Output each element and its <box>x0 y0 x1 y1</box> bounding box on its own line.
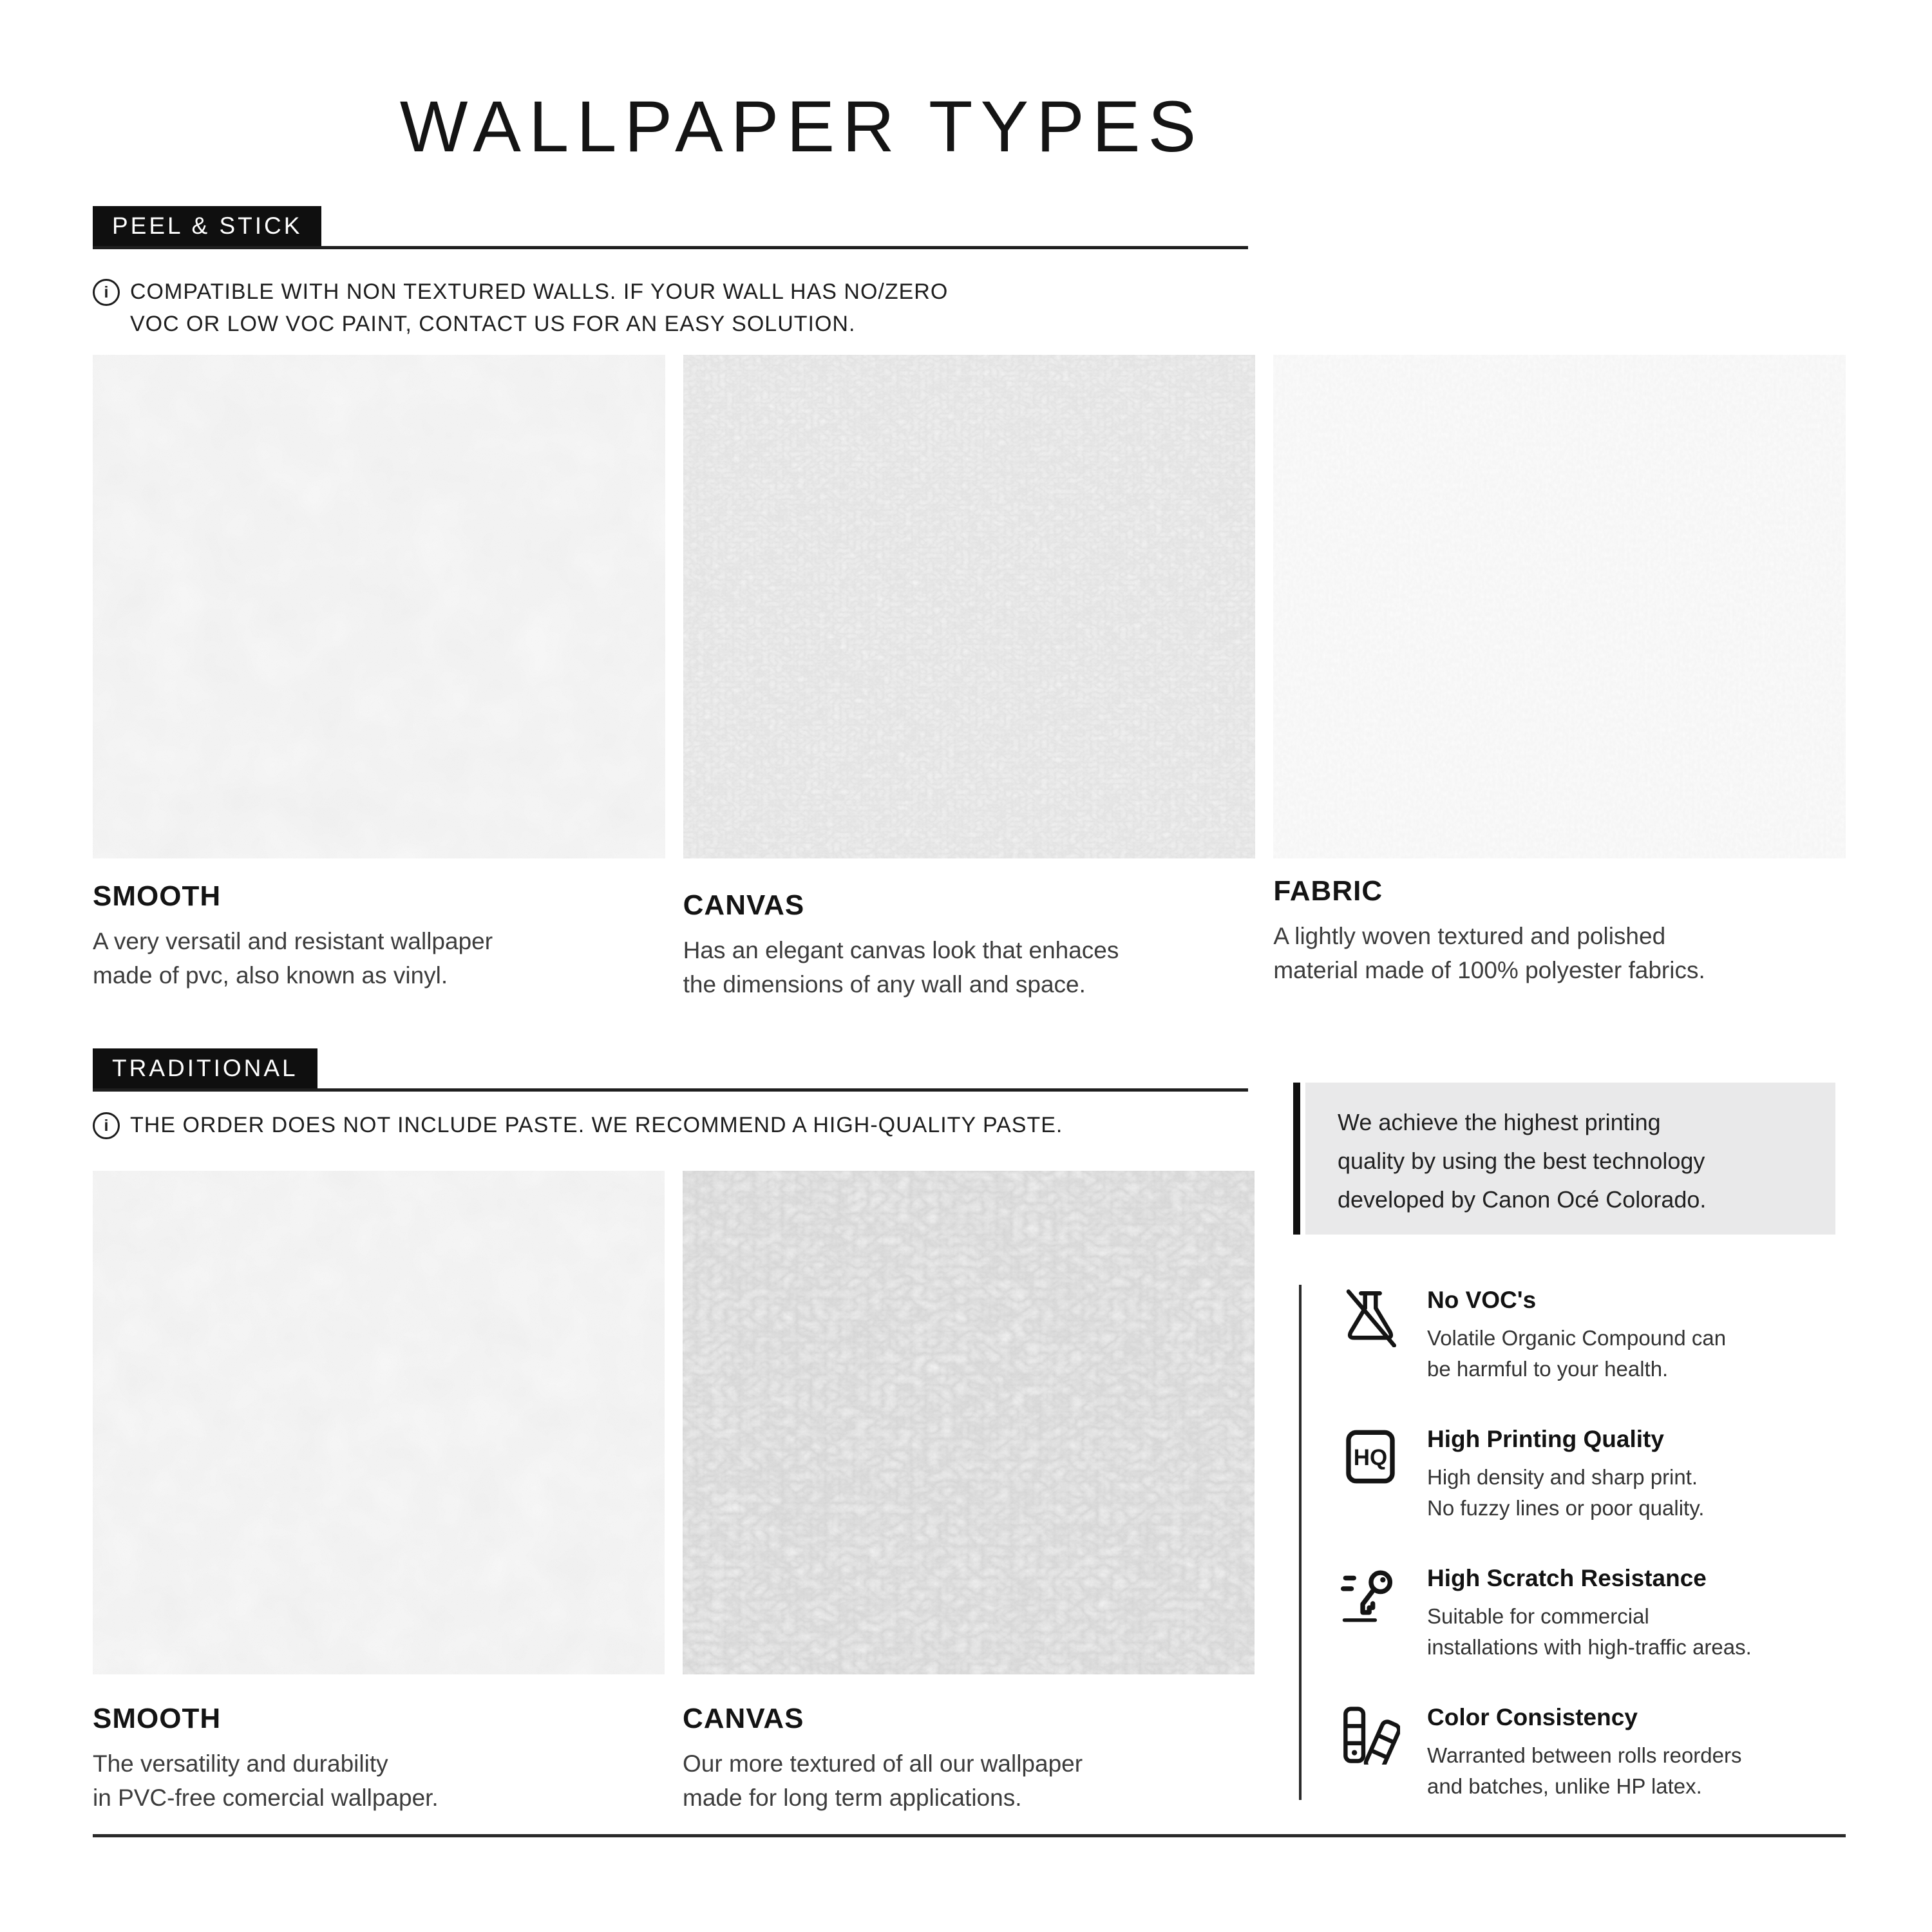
traditional-swatch-row <box>93 1171 1255 1815</box>
info-icon: i <box>93 1112 120 1139</box>
feature-title: No VOC's <box>1427 1287 1537 1313</box>
section-header-traditional <box>93 1048 1248 1092</box>
swatch-title: CANVAS <box>683 1703 804 1734</box>
feature-item-color-consistency <box>1341 1704 1850 1811</box>
key-scratch-icon <box>1341 1566 1400 1625</box>
swatch-title: SMOOTH <box>93 1703 222 1734</box>
swatch-title: FABRIC <box>1273 875 1383 907</box>
swatch-cell-smooth-traditional <box>93 1171 665 1815</box>
bottom-divider-line <box>93 1834 1846 1837</box>
canvas-texture-image <box>683 355 1256 858</box>
feature-item-no-voc <box>1341 1287 1850 1394</box>
no-voc-flask-icon <box>1341 1288 1400 1347</box>
color-swatches-icon <box>1341 1705 1400 1765</box>
swatch-description: Has an elegant canvas look that enhaces the dimensions of any wall and space. <box>683 937 1119 998</box>
note-line: VOC OR LOW VOC PAINT, CONTACT US FOR AN EASY SOLUTION. <box>130 312 856 336</box>
swatch-title: SMOOTH <box>93 880 222 912</box>
features-divider-line <box>1299 1285 1302 1800</box>
hq-badge-icon <box>1341 1427 1400 1486</box>
feature-text <box>1427 1704 1742 1802</box>
feature-text <box>1427 1565 1752 1663</box>
coarse-canvas-texture-image <box>683 1171 1255 1674</box>
smooth-texture-image <box>93 1171 665 1674</box>
feature-item-high-printing-quality <box>1341 1426 1850 1533</box>
features-list <box>1341 1287 1850 1843</box>
info-icon: i <box>93 279 120 306</box>
feature-title: High Scratch Resistance <box>1427 1565 1707 1591</box>
feature-description: Suitable for commercial installations with high-traffic areas. <box>1427 1604 1752 1659</box>
feature-description: Volatile Organic Compound can be harmful to your health. <box>1427 1326 1727 1381</box>
section-badge-peel-stick: PEEL & STICK <box>93 206 321 246</box>
swatch-caption <box>1273 875 1846 987</box>
swatch-title: CANVAS <box>683 889 805 921</box>
peel-stick-note-text <box>130 276 948 340</box>
fabric-texture-image <box>1273 355 1846 858</box>
peel-stick-note <box>93 276 948 340</box>
swatch-description: Our more textured of all our wallpaper made for long term applications. <box>683 1750 1083 1811</box>
feature-title: High Printing Quality <box>1427 1426 1664 1452</box>
feature-text <box>1427 1426 1704 1524</box>
smooth-texture-image <box>93 355 665 858</box>
traditional-note-text <box>130 1109 1063 1141</box>
swatch-caption <box>93 880 665 992</box>
note-line: THE ORDER DOES NOT INCLUDE PASTE. WE RECOMMEND A HIGH-QUALITY PASTE. <box>130 1113 1063 1137</box>
section-badge-traditional: TRADITIONAL <box>93 1048 317 1088</box>
feature-title: Color Consistency <box>1427 1704 1638 1730</box>
page-title: WALLPAPER TYPES <box>399 86 1204 167</box>
quality-box-accent-bar <box>1293 1083 1300 1235</box>
swatch-description: A lightly woven textured and polished material made of 100% polyester fabrics. <box>1273 923 1705 983</box>
peel-stick-swatch-row <box>93 355 1846 1001</box>
traditional-note <box>93 1109 1063 1141</box>
section-header-peel-stick <box>93 206 1248 249</box>
feature-text <box>1427 1287 1726 1385</box>
swatch-cell-canvas-traditional <box>683 1171 1255 1815</box>
swatch-cell-smooth <box>93 355 665 1001</box>
swatch-description: The versatility and durability in PVC-free comercial wallpaper. <box>93 1750 439 1811</box>
note-line: COMPATIBLE WITH NON TEXTURED WALLS. IF YOUR WALL HAS NO/ZERO <box>130 279 949 304</box>
swatch-description: A very versatil and resistant wallpaper made of pvc, also known as vinyl. <box>93 928 493 989</box>
feature-description: Warranted between rolls reorders and batches, unlike HP latex. <box>1427 1743 1742 1798</box>
swatch-caption <box>93 1703 665 1815</box>
swatch-caption <box>683 1703 1255 1815</box>
swatch-caption <box>683 889 1256 1001</box>
quality-note-text: We achieve the highest printing quality by using the best technology developed by Canon Océ Colorado. <box>1338 1109 1707 1213</box>
swatch-cell-canvas <box>683 355 1256 1001</box>
feature-item-scratch-resistance <box>1341 1565 1850 1672</box>
swatch-cell-fabric <box>1273 355 1846 1001</box>
svg-text:HQ: HQ <box>1353 1444 1388 1470</box>
feature-description: High density and sharp print. No fuzzy lines or poor quality. <box>1427 1465 1705 1520</box>
quality-note-box <box>1305 1083 1835 1235</box>
